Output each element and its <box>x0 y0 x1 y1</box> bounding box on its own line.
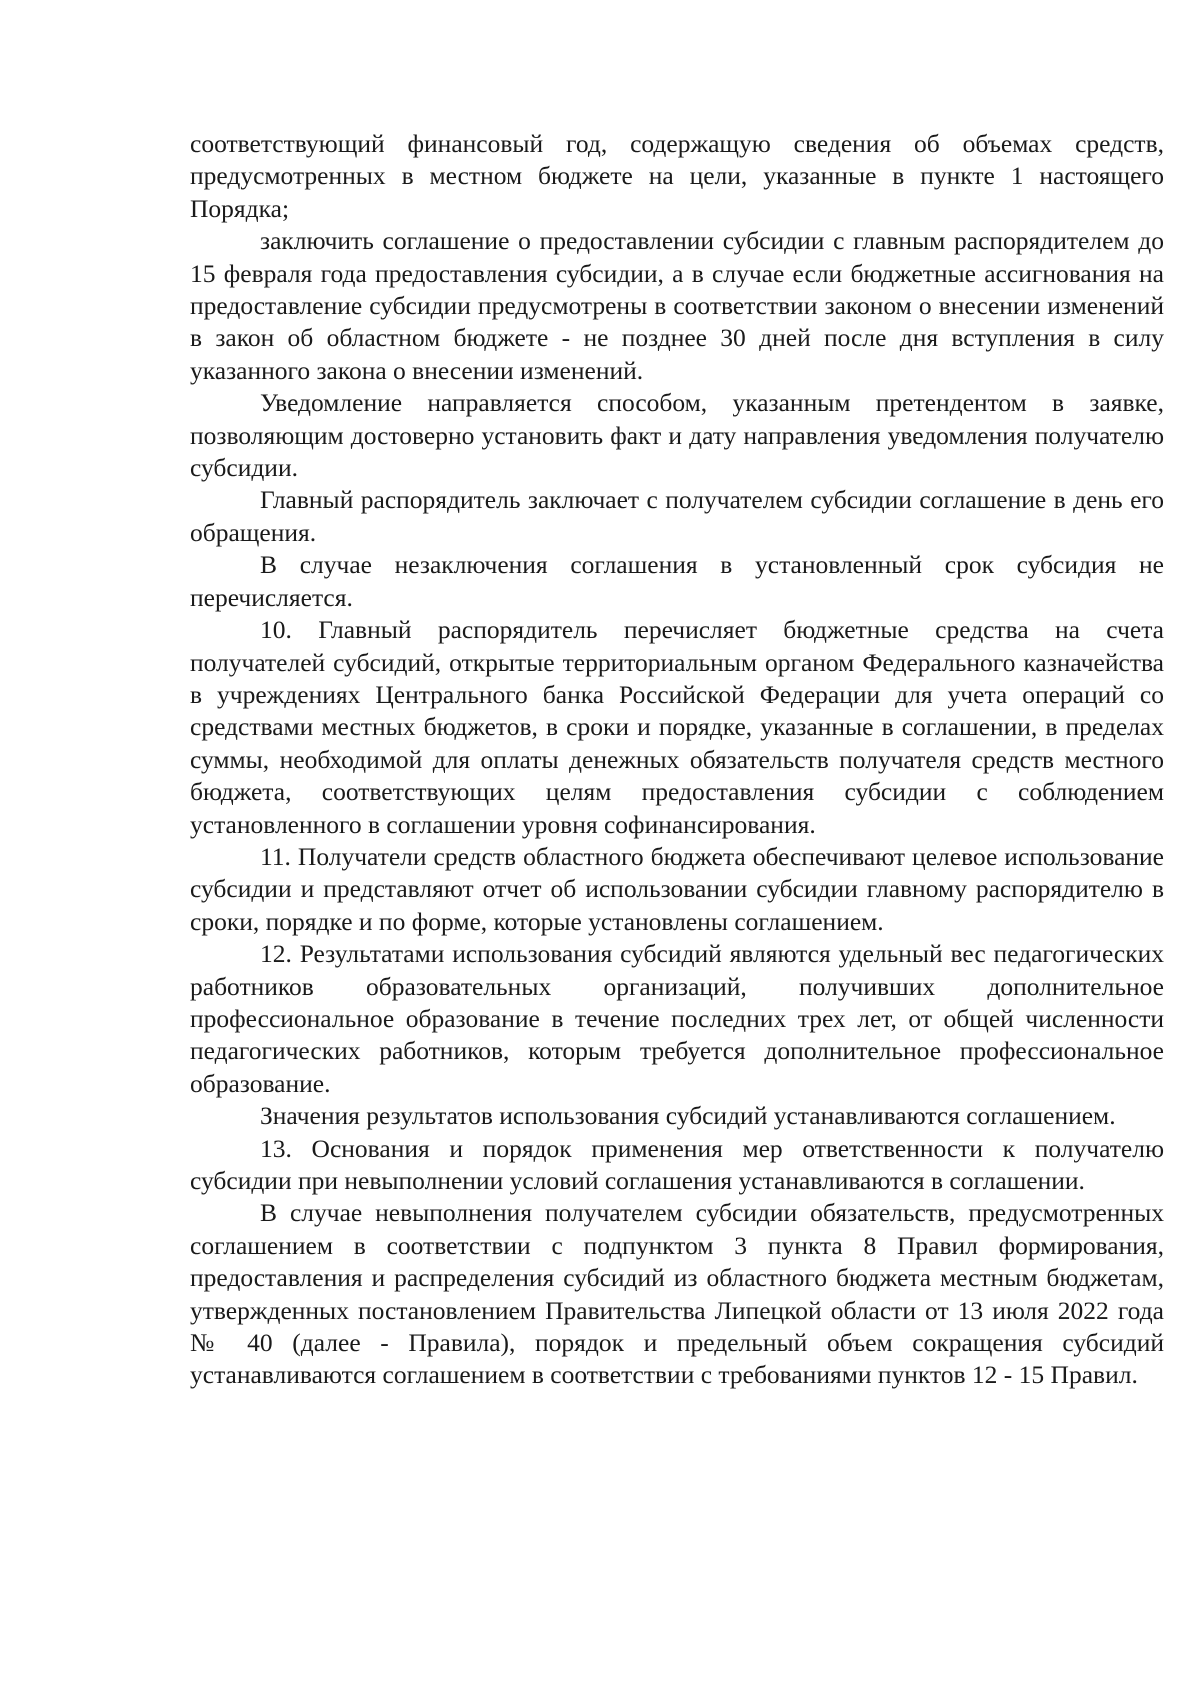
paragraph-result-values: Значения результатов использования субсидий устанавливаются соглашением. <box>260 1101 1116 1131</box>
paragraph-agreement-conclusion: Главный распорядитель заключает с получателем субсидии соглашение в день его обращения. <box>190 485 1164 547</box>
paragraph-continuation: соответствующий финансовый год, содержащую сведения об объемах средств, предусмотренных в местном бюджете на цели, указанные в пункте 1 настоящего Порядка; <box>190 129 1164 223</box>
paragraph-item-11: 11. Получатели средств областного бюджета обеспечивают целевое использование субсидии и представляют отчет об использовании субсидии главному распорядителю в сроки, порядке и по форме, которые установлены соглашением. <box>190 841 1164 936</box>
paragraph-item-13: 13. Основания и порядок применения мер ответственности к получателю субсидии при невыполнении условий соглашения устанавливаются в соглашении. <box>190 1133 1164 1195</box>
paragraph-item-10: 10. Главный распорядитель перечисляет бюджетные средства на счета получателей субсидий, открытые территориальным органом Федерального казначейства в учреждениях Центрального банка Российской Федерации для учета операций со средствами местных бюджетов, в сроки и порядке, указанные в соглашении, в пределах суммы, необходимой для оплаты денежных обязательств получателя средств местного бюджета, соответствующих целям предоставления субсидии с соблюдением установленного в соглашении уровня софинансирования. <box>190 615 1164 839</box>
paragraph-non-conclusion: В случае незаключения соглашения в установленный срок субсидия не перечисляется. <box>190 550 1164 612</box>
paragraph-item-12: 12. Результатами использования субсидий являются удельный вес педагогических работников образовательных организаций, получивших дополнительное профессиональное образование в течение последних трех лет, от общей численности педагогических работников, которым требуется дополнительное профессиональное образование. <box>190 939 1164 1098</box>
document-body <box>190 128 1164 1392</box>
paragraph-non-fulfillment: В случае невыполнения получателем субсидии обязательств, предусмотренных соглашением в соответствии с подпунктом 3 пункта 8 Правил формирования, предоставления и распределения субсидий из областного бюджета местным бюджетам, утвержденных постановлением Правительства Липецкой области от 13 июля 2022 года № 40 (далее - Правила), порядок и предельный объем сокращения субсидий устанавливаются соглашением в соответствии с требованиями пунктов 12 - 15 Правил. <box>190 1198 1164 1390</box>
paragraph-agreement-deadline: заключить соглашение о предоставлении субсидии с главным распорядителем до 15 февраля года предоставления субсидии, а в случае если бюджетные ассигнования на предоставление субсидии предусмотрены в соответствии законом о внесении изменений в закон об областном бюджете - не позднее 30 дней после дня вступления в силу указанного закона о внесении изменений. <box>190 226 1164 385</box>
paragraph-notification-method: Уведомление направляется способом, указанным претендентом в заявке, позволяющим достоверно установить факт и дату направления уведомления получателю субсидии. <box>190 388 1164 483</box>
